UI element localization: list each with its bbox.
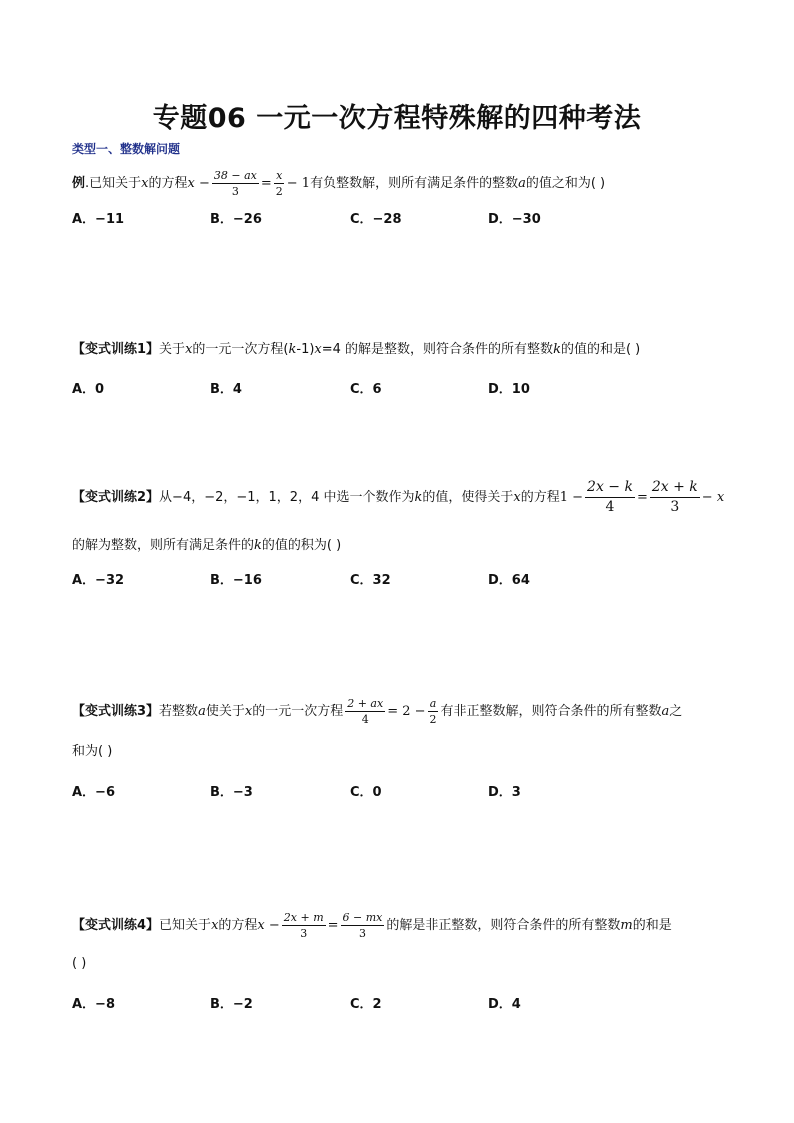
question-text: 之 bbox=[669, 703, 683, 719]
practice-tag: 【变式训练1】 bbox=[72, 342, 160, 357]
question-text: -1) bbox=[296, 342, 315, 357]
question-text: 的解是非正整数，则符合条件的所有整数 bbox=[386, 917, 621, 933]
equals-sign: = bbox=[636, 489, 648, 505]
fraction bbox=[650, 478, 700, 517]
math-text: 1 − bbox=[559, 489, 584, 505]
practice-1-question bbox=[72, 340, 640, 360]
fraction-denominator: 2 bbox=[275, 185, 283, 198]
question-text: 使关于 bbox=[205, 703, 245, 719]
fraction-numerator: 2x − k bbox=[585, 478, 635, 498]
question-text: 的一元一次方程( bbox=[192, 342, 289, 357]
option-c[interactable]: C．2 bbox=[350, 997, 382, 1012]
option-b[interactable]: B．−2 bbox=[210, 997, 253, 1012]
question-text: 关于 bbox=[159, 342, 186, 357]
question-text: ( ) bbox=[72, 956, 87, 971]
fraction-numerator: 2x + m bbox=[283, 911, 324, 924]
practice-2-question-line2 bbox=[72, 536, 341, 556]
question-text: 的值的积为( ) bbox=[261, 538, 342, 553]
option-d[interactable]: D．10 bbox=[488, 382, 530, 397]
practice-3-question-line2 bbox=[72, 742, 112, 762]
option-b[interactable]: B．4 bbox=[210, 382, 242, 397]
option-d[interactable]: D．−30 bbox=[488, 212, 541, 227]
question-text: 已知关于 bbox=[159, 917, 212, 933]
practice-tag: 【变式训练3】 bbox=[72, 703, 160, 719]
fraction bbox=[345, 696, 385, 727]
option-b[interactable]: B．−16 bbox=[210, 573, 262, 588]
option-c[interactable]: C．32 bbox=[350, 573, 391, 588]
option-d[interactable]: D．64 bbox=[488, 573, 530, 588]
option-a[interactable]: A．−32 bbox=[72, 573, 125, 588]
option-c[interactable]: C．−28 bbox=[350, 212, 402, 227]
fraction bbox=[341, 910, 385, 941]
var-k: k bbox=[553, 342, 561, 357]
example-tag: 例 bbox=[72, 175, 86, 191]
var-k: k bbox=[288, 342, 297, 357]
question-text: 的值之和为( ) bbox=[525, 175, 606, 191]
option-a[interactable]: A．−11 bbox=[72, 212, 125, 227]
fraction-numerator: 2x + k bbox=[650, 478, 700, 498]
minus-sign: − bbox=[194, 175, 210, 191]
practice-2-question bbox=[72, 478, 724, 517]
question-text: 有负整数解，则所有满足条件的整数 bbox=[310, 175, 519, 191]
math-text: − 1 bbox=[286, 175, 311, 191]
question-text: .已知关于 bbox=[85, 175, 142, 191]
fraction-numerator: a bbox=[429, 697, 437, 710]
fraction bbox=[212, 168, 259, 199]
var-x: x bbox=[187, 175, 195, 191]
question-text: 的值的和是( ) bbox=[560, 342, 641, 357]
practice-tag: 【变式训练4】 bbox=[72, 917, 160, 933]
fraction-denominator: 3 bbox=[358, 927, 366, 940]
option-a[interactable]: A．−6 bbox=[72, 785, 115, 800]
option-d[interactable]: D．3 bbox=[488, 785, 521, 800]
option-c[interactable]: C．6 bbox=[350, 382, 382, 397]
equals-sign: = bbox=[260, 175, 272, 191]
var-x: x bbox=[513, 489, 521, 505]
var-x: x bbox=[211, 917, 219, 933]
var-k: k bbox=[254, 538, 262, 553]
option-a[interactable]: A．0 bbox=[72, 382, 105, 397]
question-text: 从−4，−2，−1，1，2，4 中选一个数作为 bbox=[159, 489, 415, 505]
fraction-denominator: 3 bbox=[300, 927, 308, 940]
question-text: 和为( ) bbox=[72, 744, 113, 759]
example-question bbox=[72, 168, 605, 199]
question-text: 的方程 bbox=[218, 917, 258, 933]
equals-sign: = bbox=[327, 917, 339, 933]
var-a: a bbox=[198, 703, 206, 719]
fraction bbox=[585, 478, 635, 517]
option-b[interactable]: B．−26 bbox=[210, 212, 262, 227]
practice-3-question bbox=[72, 696, 682, 727]
option-d[interactable]: D．4 bbox=[488, 997, 521, 1012]
var-k: k bbox=[414, 489, 423, 505]
fraction-denominator: 4 bbox=[361, 713, 369, 726]
option-a[interactable]: A．−8 bbox=[72, 997, 115, 1012]
fraction bbox=[428, 696, 439, 727]
math-text: = 2 − bbox=[387, 703, 426, 719]
fraction-denominator: 3 bbox=[231, 185, 239, 198]
fraction-numerator: 38 − ax bbox=[213, 169, 257, 182]
page-title: 专题06 一元一次方程特殊解的四种考法 bbox=[152, 103, 642, 134]
var-x: x bbox=[244, 703, 253, 719]
option-c[interactable]: C．0 bbox=[350, 785, 382, 800]
var-x: x bbox=[141, 175, 149, 191]
var-x: x bbox=[185, 342, 193, 357]
question-text: 有非正整数解，则符合条件的所有整数 bbox=[440, 703, 662, 719]
fraction-denominator: 4 bbox=[605, 499, 615, 515]
question-text: 的和是 bbox=[632, 917, 672, 933]
fraction-numerator: 2 + ax bbox=[347, 697, 384, 710]
practice-4-question-line2 bbox=[72, 954, 86, 974]
section-heading-integer-solutions: 类型一、整数解问题 bbox=[72, 142, 181, 156]
var-m: m bbox=[620, 917, 633, 933]
fraction-numerator: x bbox=[276, 169, 283, 182]
question-text: 的值，使得关于 bbox=[422, 489, 514, 505]
question-text: 的方程 bbox=[520, 489, 560, 505]
fraction-numerator: 6 − mx bbox=[342, 911, 383, 924]
question-text: 的解为整数，则所有满足条件的 bbox=[72, 538, 255, 553]
var-a: a bbox=[518, 175, 526, 191]
fraction-denominator: 2 bbox=[429, 713, 437, 726]
fraction bbox=[274, 168, 285, 199]
question-text: 的方程 bbox=[148, 175, 188, 191]
fraction bbox=[282, 910, 326, 941]
practice-4-question bbox=[72, 910, 672, 941]
question-text: 若整数 bbox=[159, 703, 199, 719]
practice-tag: 【变式训练2】 bbox=[72, 489, 160, 505]
var-x: x bbox=[314, 342, 322, 357]
math-text: x − bbox=[257, 917, 280, 933]
option-b[interactable]: B．−3 bbox=[210, 785, 253, 800]
question-text: =4 的解是整数，则符合条件的所有整数 bbox=[321, 342, 554, 357]
fraction-denominator: 3 bbox=[670, 499, 680, 515]
question-text: 的一元一次方程 bbox=[252, 703, 344, 719]
var-a: a bbox=[661, 703, 670, 719]
math-text: − x bbox=[701, 489, 725, 505]
